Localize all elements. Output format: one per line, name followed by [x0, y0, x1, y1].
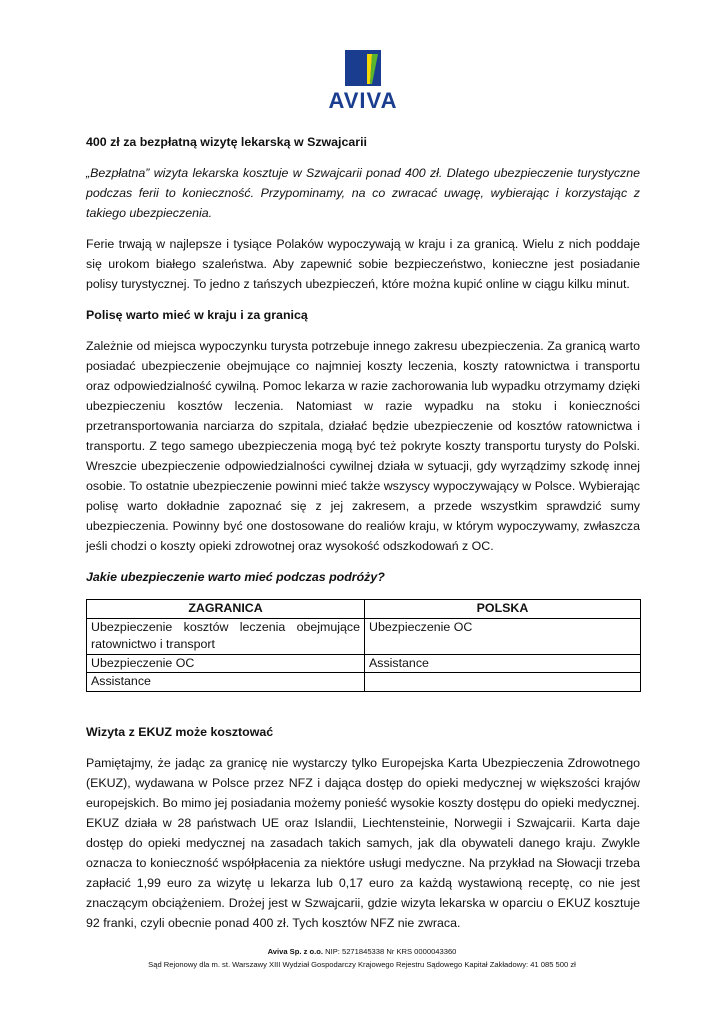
- table-header-row: [87, 600, 641, 619]
- heading-2: Polisę warto mieć w kraju i za granicą: [86, 308, 308, 322]
- intro-paragraph: „Bezpłatna” wizyta lekarska kosztuje w Szwajcarii ponad 400 zł. Dlatego ubezpieczenie turystyczne podczas ferii to konieczność. Przypominamy, na co zwracać uwagę, wybierając i korzystając z takiego ubezpieczenia.: [86, 166, 640, 220]
- aviva-logo-mark-icon: [345, 50, 381, 86]
- table-header-zagranica: ZAGRANICA: [87, 600, 365, 619]
- table-row: [87, 673, 641, 692]
- footer-company: Aviva Sp. z o.o.: [267, 947, 323, 956]
- table-cell: [365, 673, 641, 692]
- table-cell: Ubezpieczenie kosztów leczenia obejmujące ratownictwo i transport: [87, 618, 365, 654]
- paragraph-2: Zależnie od miejsca wypoczynku turysta potrzebuje innego zakresu ubezpieczenia. Za granicą warto posiadać ubezpieczenie obejmujące co najmniej koszty leczenia, koszty ratownictwa i transportu oraz odpowiedzialność cywilną. Pomoc lekarza w razie zachorowania lub wypadku otrzymamy dzięki ubezpieczeniu kosztów leczenia. Natomiast w razie wypadku na stoku i konieczności przetransportowania narciarza do szpitala, działać będzie ubezpieczenie od kosztów ratownictwa i transportu. Z tego samego ubezpieczenia mogą być też pokryte koszty transportu turysty do Polski. Wreszcie ubezpieczenie odpowiedzialności cywilnej działa w sytuacji, gdy wyrządzimy szkodę innej osobie. To ostatnie ubezpieczenie powinni mieć także wszyscy wypoczywający w Polsce. Wybierając polisę warto dokładnie zapoznać się z jej zakresem, a przede wszystkim sprawdzić sumy ubezpieczenia. Powinny być one dostosowane do realiów kraju, w którym wypoczywamy, zwłaszcza jeśli chodzi o koszty opieki zdrowotnej oraz wysokość odszkodowań z OC.: [86, 339, 640, 553]
- footer-ids: NIP: 5271845338 Nr KRS 0000043360: [323, 947, 457, 956]
- heading-4: Wizyta z EKUZ może kosztować: [86, 724, 274, 739]
- table-cell: Assistance: [87, 673, 365, 692]
- insurance-table: [86, 599, 641, 692]
- table-cell: Assistance: [365, 654, 641, 673]
- document-title: 400 zł za bezpłatną wizytę lekarską w Szwajcarii: [86, 135, 367, 149]
- aviva-logo: [318, 50, 408, 112]
- page-footer: [0, 945, 724, 971]
- table-cell: Ubezpieczenie OC: [87, 654, 365, 673]
- table-cell: Ubezpieczenie OC: [365, 618, 641, 654]
- table-row: [87, 654, 641, 673]
- paragraph-3: Pamiętajmy, że jadąc za granicę nie wystarczy tylko Europejska Karta Ubezpieczenia Zdrowotnego (EKUZ), wydawana w Polsce przez NFZ i dająca dostęp do opieki medycznej w większości krajów europejskich. Bo mimo jej posiadania możemy ponieść wysokie koszty dostępu do opieki medycznej. EKUZ działa w 28 państwach UE oraz Islandii, Liechtensteinie, Norwegii i Szwajcarii. Karta daje dostęp do opieki medycznej na zasadach takich samych, jak dla obywateli danego kraju. Zwykle oznacza to konieczność współpłacenia za niektóre usługi medyczne. Na przykład na Słowacji trzeba zapłacić 1,99 euro za wizytę u lekarza lub 0,17 euro za każdą wystawioną receptę, co nie jest znaczącym obciążeniem. Drożej jest w Szwajcarii, gdzie wizyta lekarska w oparciu o EKUZ kosztuje 92 franki, czyli obecnie ponad 400 zł. Tych kosztów NFZ nie zwraca.: [86, 755, 640, 930]
- heading-3: Jakie ubezpieczenie warto mieć podczas podróży?: [86, 570, 385, 584]
- footer-line-2: Sąd Rejonowy dla m. st. Warszawy XIII Wydział Gospodarczy Krajowego Rejestru Sądowego Kapitał Zakładowy: 41 085 500 zł: [148, 960, 576, 969]
- footer-line-1: [0, 945, 724, 958]
- paragraph-1: Ferie trwają w najlepsze i tysiące Polaków wypoczywają w kraju i za granicą. Wielu z nich poddaje się urokom białego szaleństwa. Aby zapewnić sobie bezpieczeństwo, konieczne jest posiadanie polisy turystycznej. To jedno z tańszych ubezpieczeń, które można kupić online w ciągu kilku minut.: [86, 237, 640, 291]
- table-header-polska: POLSKA: [365, 600, 641, 619]
- table-row: [87, 618, 641, 654]
- document-body: [86, 132, 640, 944]
- logo-wordmark: AVIVA: [328, 88, 398, 113]
